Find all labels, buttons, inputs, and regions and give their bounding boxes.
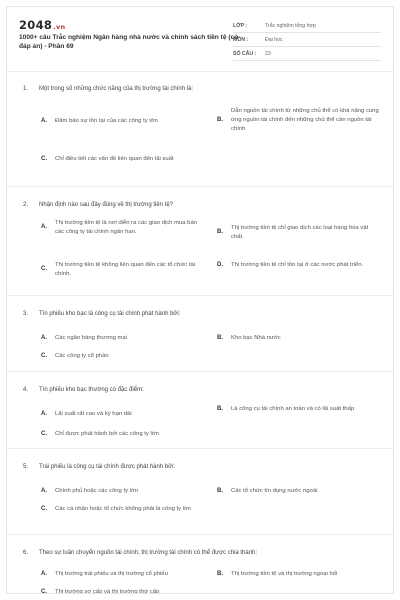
answer-option-c[interactable] [41,352,203,361]
question-number: 2. [23,202,29,208]
document-meta [233,19,381,61]
option-letter: C. [41,506,47,512]
option-text: Đảm bảo sự tồn tại của các công ty lớn [55,118,158,124]
answer-option-a[interactable] [41,219,203,237]
meta-row-subject [233,33,381,47]
option-text: Các ngân hàng thương mại [55,335,127,341]
option-text: Lãi suất rất cao và kỳ hạn dài [55,411,132,417]
question-stem [23,387,379,393]
question-text: Tín phiếu kho bạc thường có đặc điểm: [39,387,144,393]
option-text: Các tổ chức tín dụng nước ngoài [231,488,318,494]
option-letter: A. [41,224,47,231]
answer-option-b[interactable] [217,487,379,496]
option-letter: B. [217,571,223,577]
option-text: Chỉ điều tiết các vấn đề liên quan đến lãi suất [55,156,174,162]
option-text: Chỉ được phát hành bởi các công ty lớn [55,431,159,437]
question-text: Trái phiếu là công cụ tài chính được phát hành bởi: [39,464,176,470]
document-title: 1000+ câu Trắc nghiệm Ngân hàng nhà nước và chính sách tiền tệ (có đáp án) - Phần 69 [19,34,239,51]
option-letter: A. [41,118,47,124]
question-item [7,187,394,296]
answer-option-c[interactable] [41,430,203,439]
answer-option-c[interactable] [41,505,203,514]
option-text: Thị trường tiền tệ chỉ giao dịch các loại hàng hóa vật chất. [231,225,369,240]
option-text: Kho bạc Nhà nước [231,335,281,341]
answer-option-c[interactable] [41,588,203,594]
question-text: Nhận định nào sau đây đúng về thị trường tiền tệ? [39,202,174,208]
site-logo[interactable] [19,18,65,32]
meta-row-question-count [233,47,381,61]
question-stem [23,202,379,208]
option-text: Thị trường tiền tệ không liên quan đến các tổ chức tài chính. [55,262,196,277]
question-item [7,535,394,594]
meta-value: Trắc nghiệm tổng hợp [265,22,316,29]
document-page [6,6,394,594]
answer-option-a[interactable] [41,334,203,343]
option-text: Chính phủ hoặc các công ty lớn [55,488,139,494]
question-list [7,71,394,594]
option-text: Thị trường trái phiếu và thị trường cổ phiếu [55,571,168,577]
brand-name: 2048 [19,18,53,32]
meta-label: MÔN : [233,36,249,43]
question-number: 6. [23,550,29,556]
brand-tld: .vn [53,23,66,31]
meta-value: 23 [265,50,271,57]
option-letter: A. [41,335,47,341]
question-text: Theo sự luân chuyển nguồn tài chính, thị trường tài chính có thể được chia thành: [39,550,258,556]
option-letter: C. [41,431,47,437]
question-item [7,296,394,372]
option-text: Thị trường tiền tệ chỉ tồn tại ở các nước phát triển. [231,262,364,268]
answer-option-b[interactable] [217,334,379,343]
answer-option-d[interactable] [217,261,379,270]
option-letter: B. [217,229,223,236]
option-text: Các công ty cổ phần [55,353,109,359]
document-header [7,7,394,63]
option-letter: B. [217,488,223,494]
meta-value: Đại học [265,36,283,43]
option-text: Dẫn nguồn tài chính từ những chủ thể có khả năng cung ứng nguồn tài chính đến những chủ thể cần nguồn tài chính [231,108,379,132]
option-letter: D. [217,262,223,268]
option-letter: A. [41,488,47,494]
answer-option-c[interactable] [41,261,203,279]
answer-option-b[interactable] [217,405,379,414]
answer-option-c[interactable] [41,155,203,164]
option-letter: B. [217,335,223,341]
option-text: Thị trường tiền tệ và thị trường ngoại hối [231,571,338,577]
answer-option-a[interactable] [41,117,203,126]
option-letter: A. [41,571,47,577]
answer-option-a[interactable] [41,570,203,579]
option-letter: C. [41,266,47,273]
answer-option-a[interactable] [41,410,203,419]
option-text: Là công cụ tài chính an toàn và có lãi suất thấp [231,406,355,412]
question-stem [23,311,379,317]
question-number: 5. [23,464,29,470]
question-stem [23,464,379,470]
option-text: Thị trường sơ cấp và thị trường thứ cấp [55,589,160,594]
option-letter: B. [217,406,223,412]
question-text: Một trong số những chức năng của thị trường tài chính là: [39,86,194,92]
question-item [7,372,394,449]
answer-option-b[interactable] [217,570,379,579]
answer-option-a[interactable] [41,487,203,496]
question-stem [23,86,379,92]
question-item [7,449,394,535]
question-number: 1. [23,86,29,92]
question-item [7,71,394,187]
option-letter: A. [41,411,47,417]
meta-label: LỚP : [233,22,248,29]
answer-option-b[interactable] [217,107,379,133]
option-letter: B. [217,116,223,123]
option-letter: C. [41,156,47,162]
meta-label: SỐ CÂU : [233,50,257,57]
question-stem [23,550,379,556]
option-letter: C. [41,589,47,594]
question-number: 4. [23,387,29,393]
meta-row-class [233,19,381,33]
answer-option-b[interactable] [217,224,379,242]
option-text: Các cá nhân hoặc tổ chức không phải là công ty lớn [55,506,192,512]
option-text: Thị trường tiền tệ là nơi diễn ra các giao dịch mua bán các công ty tài chính ngân hạn. [55,220,197,235]
option-letter: C. [41,353,47,359]
question-text: Tín phiếu kho bạc là công cụ tài chính phát hành bởi: [39,311,181,317]
question-number: 3. [23,311,29,317]
